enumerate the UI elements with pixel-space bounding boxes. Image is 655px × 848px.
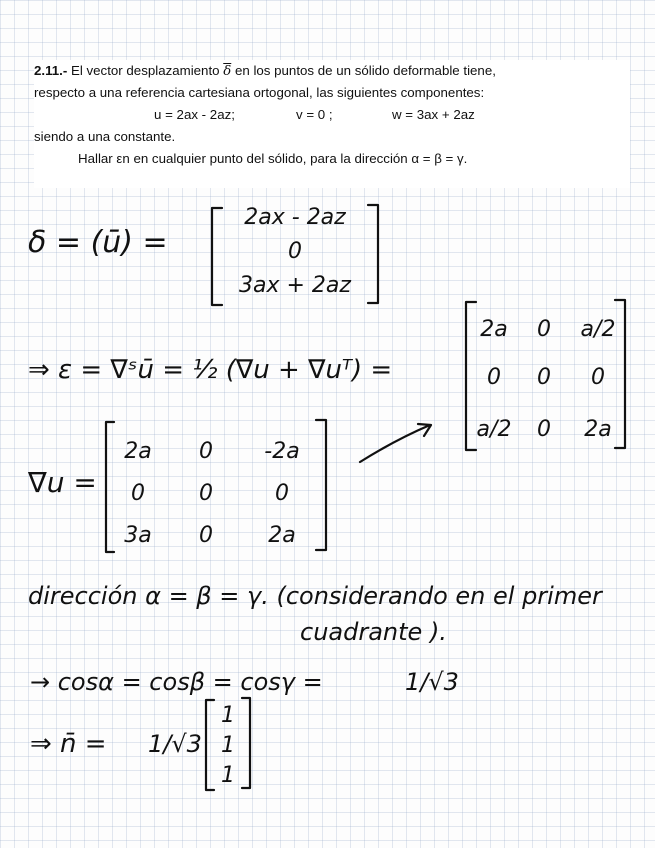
gradient-bracket-right — [316, 420, 326, 550]
normal-vector-lhs: ⇒ n̄ = — [30, 729, 107, 759]
delta-vec-row-3: 3ax + 2az — [239, 273, 351, 298]
gradient-cell-11: 2a — [124, 439, 152, 464]
normal-vec-row-3: 1 — [221, 763, 235, 788]
normal-vec-bracket-left — [206, 700, 214, 790]
delta-vec-row-1: 2ax - 2az — [244, 205, 346, 230]
cosine-equation: → cosα = cosβ = cosγ = — [30, 668, 323, 696]
strain-bracket-right — [615, 300, 625, 448]
strain-cell-11: 2a — [480, 317, 508, 342]
cosine-value: 1/√3 — [405, 668, 459, 696]
gradient-cell-31: 3a — [124, 523, 152, 548]
strain-cell-32: 0 — [537, 417, 551, 442]
problem-line-2: respecto a una referencia cartesiana ortogonal, las siguientes componentes: — [34, 85, 485, 100]
strain-cell-23: 0 — [591, 365, 605, 390]
delta-equation-lhs: δ = (ū) = — [28, 225, 168, 260]
gradient-cell-12: 0 — [199, 439, 213, 464]
strain-cell-21: 0 — [487, 365, 501, 390]
normal-vec-bracket-right — [242, 698, 250, 788]
strain-bracket-left — [466, 302, 476, 450]
component-u: u = 2ax - 2az; — [154, 107, 235, 122]
problem-number: 2.11.- — [34, 63, 68, 78]
gradient-bracket-left — [106, 422, 114, 552]
problem-line-4: siendo a una constante. — [34, 129, 176, 144]
direction-line-2: cuadrante ). — [300, 618, 447, 646]
problem-text-1: El vector desplazamiento — [70, 63, 220, 78]
problem-line-5: Hallar εn en cualquier punto del sólido, para la dirección α = β = γ. — [78, 151, 468, 166]
gradient-cell-33: 2a — [268, 523, 296, 548]
gradient-cell-32: 0 — [199, 523, 213, 548]
strain-cell-22: 0 — [537, 365, 551, 390]
curved-arrow-icon — [360, 424, 431, 462]
strain-cell-13: a/2 — [580, 317, 616, 342]
gradient-cell-13: -2a — [264, 439, 300, 464]
gradient-cell-22: 0 — [199, 481, 213, 506]
strain-equation: ⇒ ε = ∇ˢū = ½ (∇u + ∇uᵀ) = — [28, 355, 393, 385]
direction-line-1: dirección α = β = γ. (considerando en el primer — [28, 582, 602, 610]
delta-vec-bracket-right — [368, 205, 378, 303]
normal-vector-factor: 1/√3 — [148, 730, 202, 758]
problem-text-1-end: en los puntos de un sólido deformable tiene, — [234, 63, 496, 78]
delta-vec-row-2: 0 — [288, 239, 302, 264]
gradient-cell-23: 0 — [275, 481, 289, 506]
component-w: w = 3ax + 2az — [392, 107, 475, 122]
gradient-equation-lhs: ∇u = — [28, 466, 97, 499]
strain-cell-12: 0 — [537, 317, 551, 342]
strain-cell-33: 2a — [584, 417, 612, 442]
gradient-cell-21: 0 — [131, 481, 145, 506]
component-v: v = 0 ; — [296, 107, 333, 122]
strain-cell-31: a/2 — [476, 417, 512, 442]
normal-vec-row-1: 1 — [221, 703, 235, 728]
delta-vector-symbol: $\overline{\delta}$ — [223, 64, 232, 79]
delta-vec-bracket-left — [212, 208, 222, 305]
normal-vec-row-2: 1 — [221, 733, 235, 758]
